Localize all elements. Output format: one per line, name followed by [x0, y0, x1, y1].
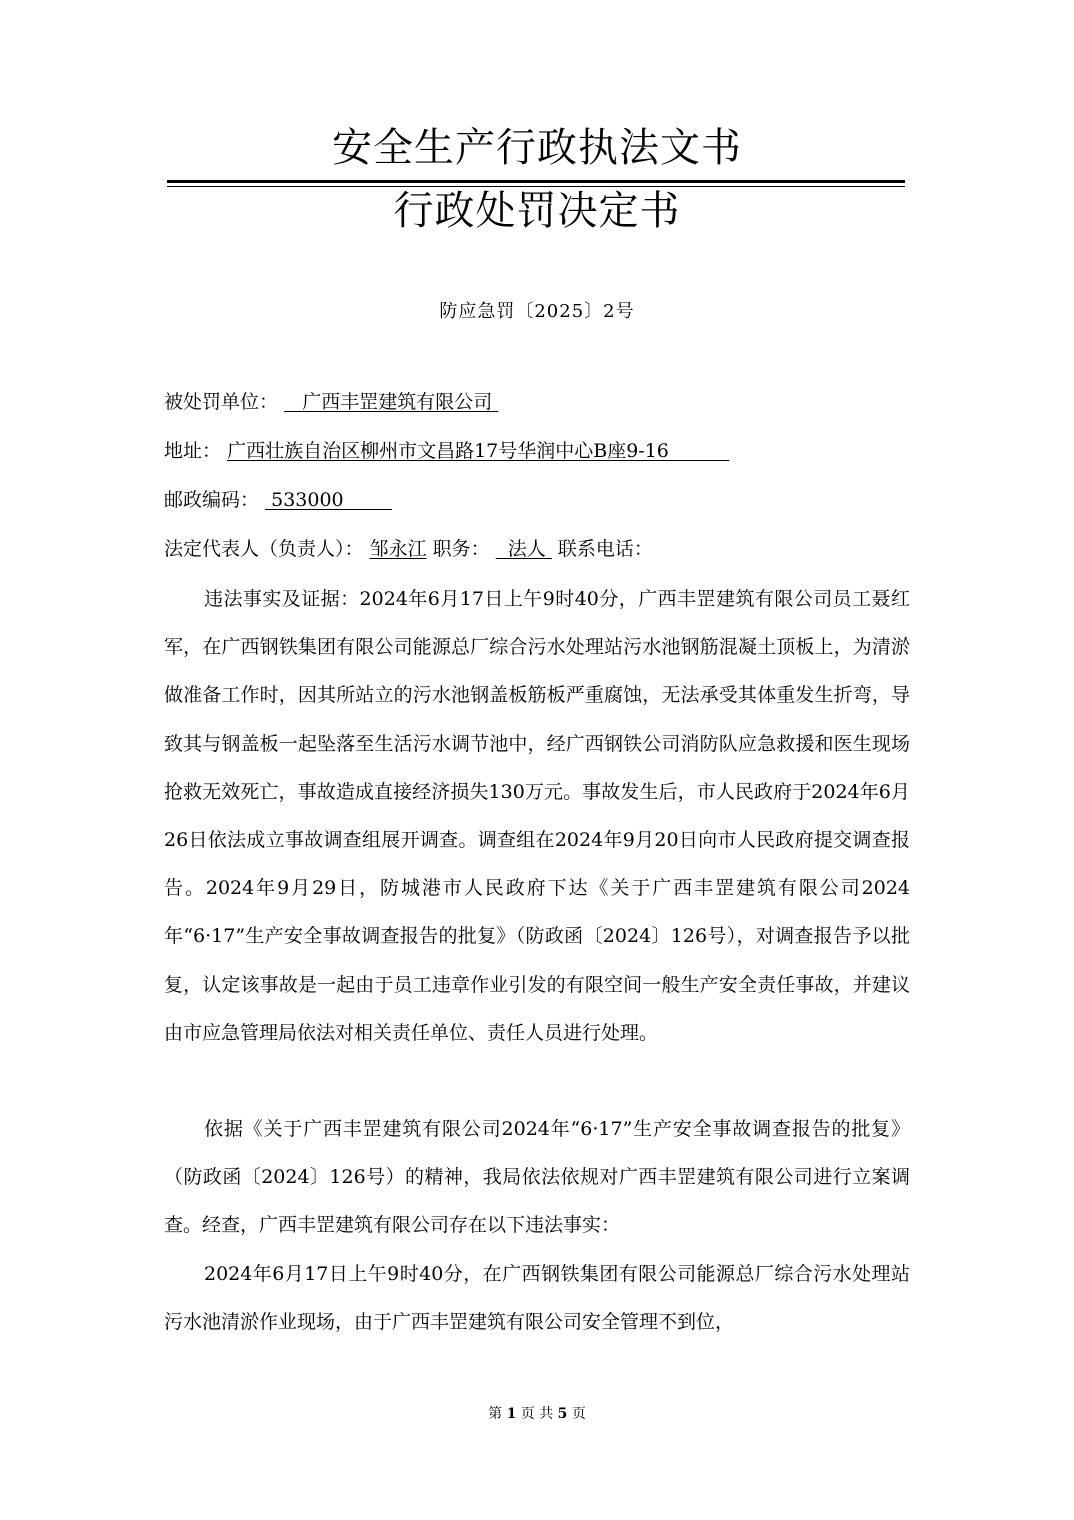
phone-label: 联系电话：: [557, 538, 653, 560]
position-value: 法人: [507, 538, 546, 560]
current-page-number: 1: [506, 1406, 517, 1422]
penalized-unit-label: 被处罚单位：: [164, 391, 279, 413]
penalized-unit-value: 广西丰罡建筑有限公司: [302, 391, 493, 413]
postcode-row: [164, 485, 392, 515]
position-label: 职务：: [432, 538, 490, 560]
representative-row: [164, 534, 653, 564]
basis-paragraph: 依据《关于广西丰罡建筑有限公司2024年“6·17”生产安全事故调查报告的批复》（防政函〔2024〕126号）的精神，我局依法依规对广西丰罡建筑有限公司进行立案调查。经查，广西丰罡建筑有限公司存在以下违法事实：: [164, 1118, 910, 1237]
penalized-unit-row: [164, 387, 498, 417]
page-footer: 第 1 页 共 5 页: [488, 1406, 586, 1422]
violation-facts-paragraph: 违法事实及证据：2024年6月17日上午9时40分，广西丰罡建筑有限公司员工聂红军，在广西钢铁集团有限公司能源总厂综合污水处理站污水池钢筋混凝土顶板上，为清淤做准备工作时，因其所站立的污水池钢盖板筋板严重腐蚀，无法承受其体重发生折弯，导致其与钢盖板一起坠落至生活污水调节池中，经广西钢铁公司消防队应急救援和医生现场抢救无效死亡，事故造成直接经济损失130万元。事故发生后，市人民政府于2024年6月26日依法成立事故调查组展开调查。调查组在2024年9月20日向市人民政府提交调查报告。2024年9月29日，防城港市人民政府下达《关于广西丰罡建筑有限公司2024年“6·17”生产安全事故调查报告的批复》（防政函〔2024〕126号），对调查报告予以批复，认定该事故是一起由于员工违章作业引发的有限空间一般生产安全责任事故，并建议由市应急管理局依法对相关责任单位、责任人员进行处理。: [164, 588, 910, 1044]
representative-value: 邹永江: [369, 538, 427, 560]
representative-label: 法定代表人（负责人）：: [164, 538, 364, 560]
address-value: 广西壮族自治区柳州市文昌路17号华润中心B座9-16: [227, 440, 669, 462]
total-pages-number: 5: [557, 1406, 568, 1422]
findings-paragraph: 2024年6月17日上午9时40分，在广西钢铁集团有限公司能源总厂综合污水处理站污水池清淤作业现场，由于广西丰罡建筑有限公司安全管理不到位，: [164, 1263, 910, 1334]
document-number: 防应急罚〔2025〕2号: [439, 301, 635, 322]
postcode-label: 邮政编码：: [164, 489, 260, 511]
address-row: [164, 436, 729, 466]
address-label: 地址：: [164, 440, 222, 462]
postcode-value: 533000: [271, 489, 344, 511]
document-title: 安全生产行政执法文书: [332, 125, 742, 171]
document-subtitle: 行政处罚决定书: [393, 188, 681, 234]
